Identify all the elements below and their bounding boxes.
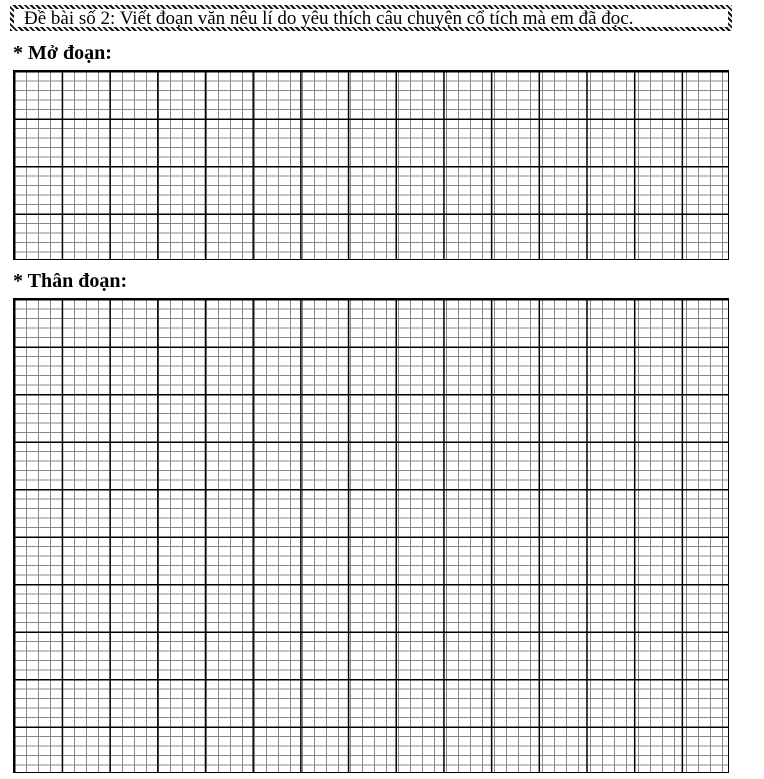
section-heading-than-doan: * Thân đoạn: bbox=[13, 270, 128, 292]
assignment-title-box bbox=[10, 5, 732, 31]
assignment-title: Đề bài số 2: Viết đoạn văn nêu lí do yêu thích câu chuyện cổ tích mà em đã đọc. bbox=[24, 8, 634, 29]
writing-grid-than-doan[interactable] bbox=[13, 298, 729, 773]
section-heading-mo-doan: * Mở đoạn: bbox=[13, 42, 112, 64]
writing-grid-mo-doan[interactable] bbox=[13, 70, 729, 260]
